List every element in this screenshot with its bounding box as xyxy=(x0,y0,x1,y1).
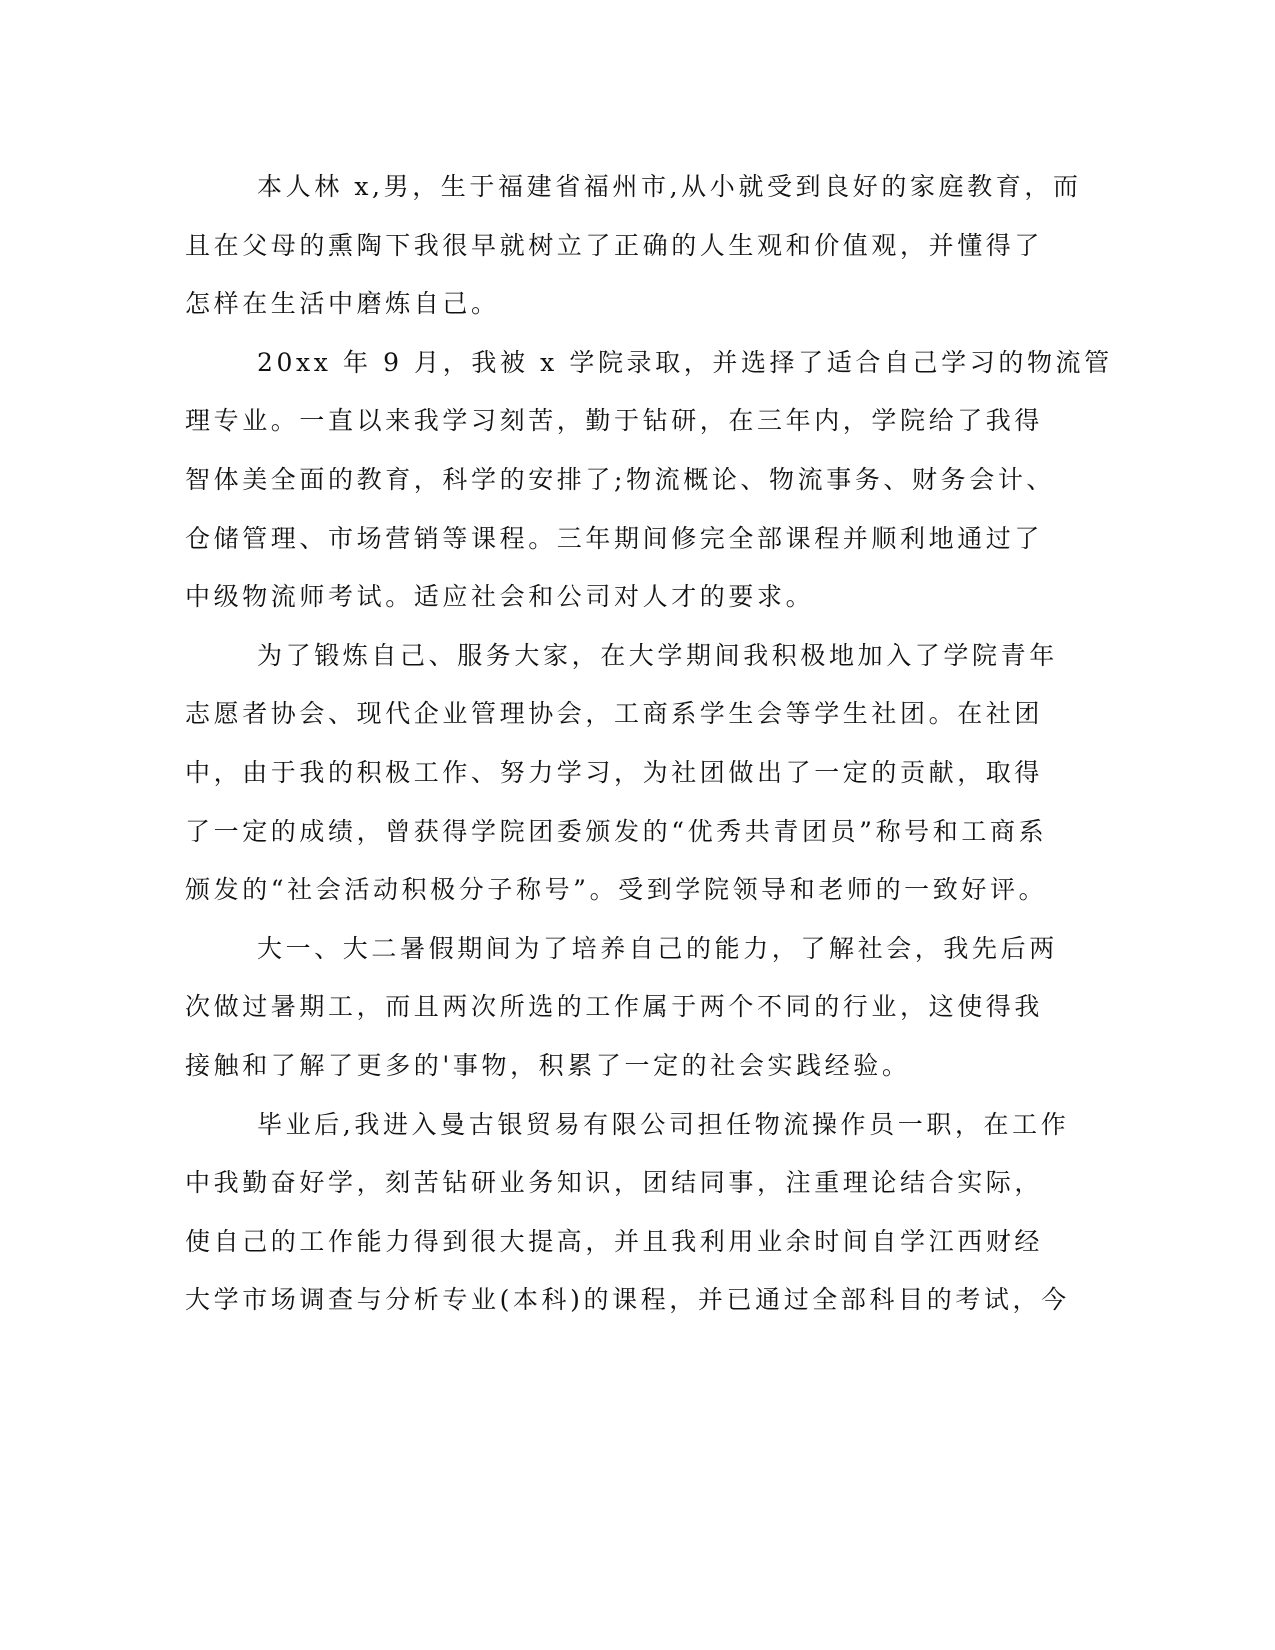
paragraph-line: 毕业后,我进入曼古银贸易有限公司担任物流操作员一职，在工作 xyxy=(257,1109,1070,1139)
document-body xyxy=(185,158,1113,1330)
paragraph-line: 中，由于我的积极工作、努力学习，为社团做出了一定的贡献，取得 xyxy=(185,757,1044,787)
paragraph-line: 次做过暑期工，而且两次所选的工作属于两个不同的行业，这使得我 xyxy=(185,992,1044,1022)
paragraph-line: 怎样在生活中磨炼自己。 xyxy=(185,289,500,319)
paragraph-line: 中我勤奋好学，刻苦钻研业务知识，团结同事，注重理论结合实际， xyxy=(185,1168,1044,1198)
paragraph-line: 大学市场调查与分析专业(本科)的课程，并已通过全部科目的考试，今 xyxy=(185,1285,1070,1315)
paragraph xyxy=(185,1096,1070,1330)
paragraph-line: 了一定的成绩，曾获得学院团委颁发的“优秀共青团员”称号和工商系 xyxy=(185,816,1048,846)
paragraph xyxy=(185,627,1065,920)
paragraph-line: 颁发的“社会活动积极分子称号”。受到学院领导和老师的一致好评。 xyxy=(185,875,1048,905)
paragraph-line: 使自己的工作能力得到很大提高，并且我利用业余时间自学江西财经 xyxy=(185,1226,1044,1256)
paragraph-line: 大一、大二暑假期间为了培养自己的能力，了解社会，我先后两 xyxy=(257,933,1058,963)
paragraph xyxy=(185,334,1113,627)
paragraph-line: 智体美全面的教育，科学的安排了;物流概论、物流事务、财务会计、 xyxy=(185,464,1056,494)
paragraph-line: 20xx 年 9 月，我被 x 学院录取，并选择了适合自己学习的物流管 xyxy=(257,347,1113,377)
paragraph-line: 为了锻炼自己、服务大家，在大学期间我积极地加入了学院青年 xyxy=(257,640,1058,670)
paragraph-line: 志愿者协会、现代企业管理协会，工商系学生会等学生社团。在社团 xyxy=(185,699,1044,729)
paragraph-line: 仓储管理、市场营销等课程。三年期间修完全部课程并顺利地通过了 xyxy=(185,523,1044,553)
paragraph-line: 本人林 x,男，生于福建省福州市,从小就受到良好的家庭教育，而 xyxy=(257,172,1082,201)
paragraph xyxy=(185,158,1082,334)
paragraph-line: 中级物流师考试。适应社会和公司对人才的要求。 xyxy=(185,582,815,612)
paragraph-line: 且在父母的熏陶下我很早就树立了正确的人生观和价值观，并懂得了 xyxy=(185,230,1044,260)
paragraph-line: 理专业。一直以来我学习刻苦，勤于钻研，在三年内，学院给了我得 xyxy=(185,406,1044,436)
paragraph-line: 接触和了解了更多的'事物，积累了一定的社会实践经验。 xyxy=(185,1050,911,1080)
paragraph xyxy=(185,920,1065,1096)
